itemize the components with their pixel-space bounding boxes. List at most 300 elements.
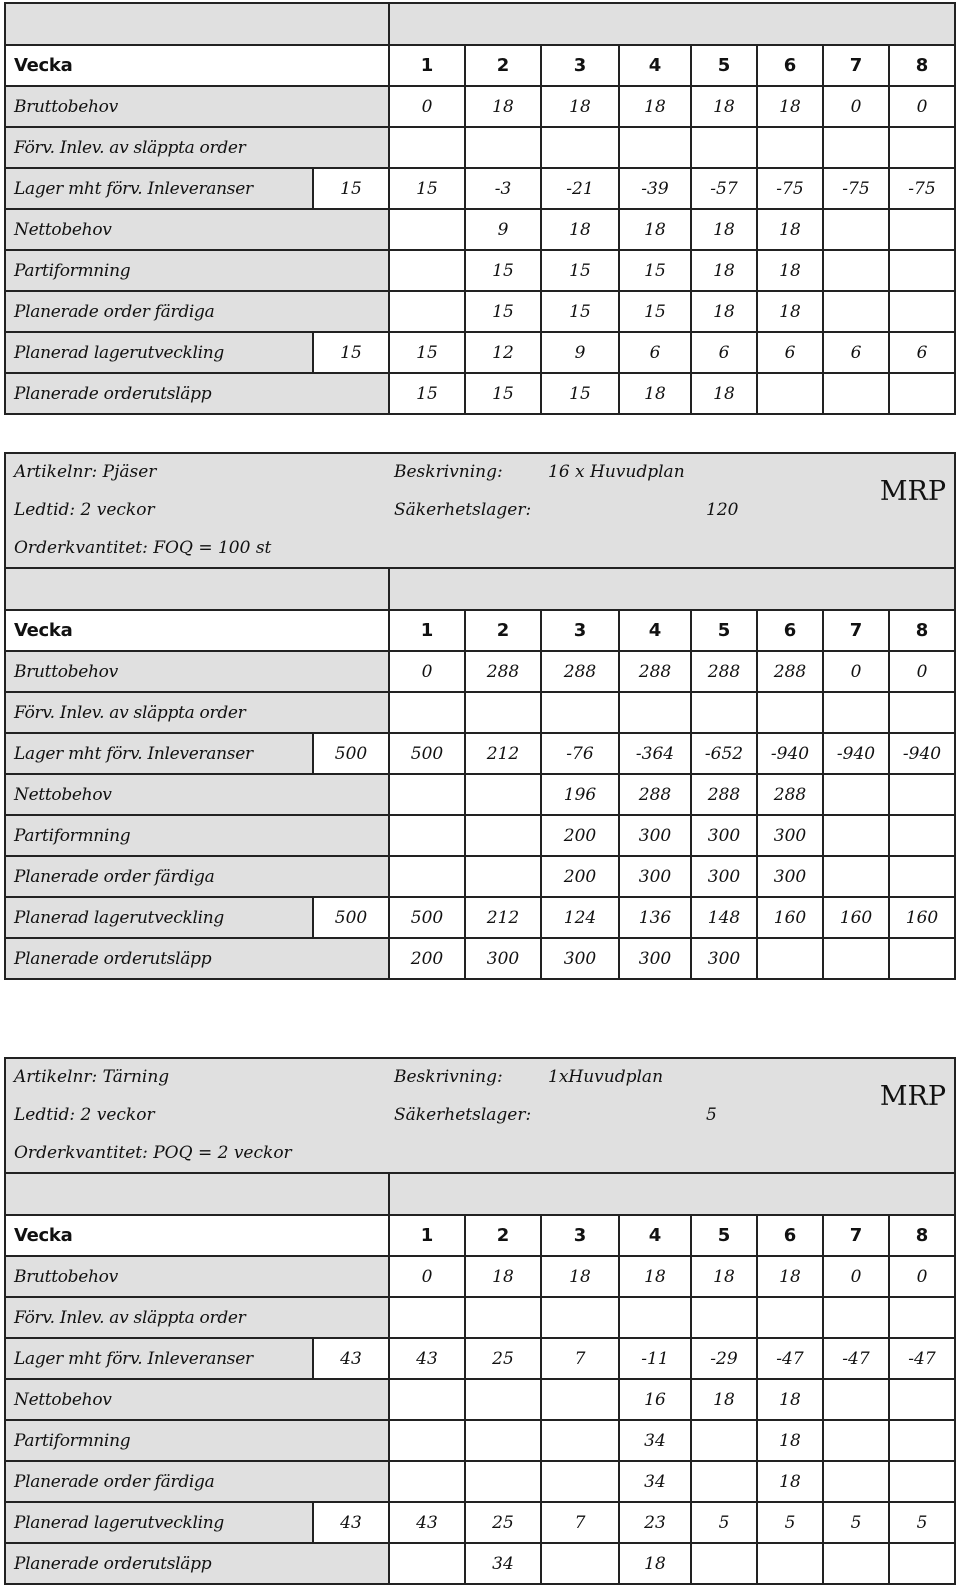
week-number: 5 xyxy=(690,611,756,650)
week-value: 300 xyxy=(756,857,822,896)
article-number: Artikelnr: Pjäser xyxy=(14,462,157,482)
table-row xyxy=(6,167,954,208)
row-label: Förv. Inlev. av släppta order xyxy=(6,1298,388,1337)
week-value xyxy=(618,693,690,732)
week-value xyxy=(690,1421,756,1460)
row-label: Planerad lagerutveckling xyxy=(6,898,312,937)
description-label: Beskrivning: xyxy=(394,1067,503,1087)
week-value: 12 xyxy=(464,333,540,372)
week-value: 18 xyxy=(690,1257,756,1296)
table-row xyxy=(6,855,954,896)
week-value xyxy=(690,1298,756,1337)
lead-time: Ledtid: 2 veckor xyxy=(14,1105,155,1125)
order-quantity: Orderkvantitet: POQ = 2 veckor xyxy=(14,1143,292,1163)
lead-time: Ledtid: 2 veckor xyxy=(14,500,155,520)
week-value xyxy=(388,210,464,249)
start-value: 15 xyxy=(312,169,388,208)
table-row xyxy=(6,331,954,372)
week-value: -75 xyxy=(822,169,888,208)
week-value: 6 xyxy=(690,333,756,372)
week-value xyxy=(388,816,464,855)
week-value: -364 xyxy=(618,734,690,773)
table-row xyxy=(6,691,954,732)
start-value: 500 xyxy=(312,898,388,937)
mrp-label: MRP xyxy=(879,476,946,507)
week-value: -11 xyxy=(618,1339,690,1378)
week-number: 1 xyxy=(388,46,464,85)
week-value: 300 xyxy=(690,857,756,896)
week-value: 0 xyxy=(822,87,888,126)
week-number: 4 xyxy=(618,1216,690,1255)
week-number: 7 xyxy=(822,46,888,85)
week-value: 288 xyxy=(756,775,822,814)
row-label: Bruttobehov xyxy=(6,1257,388,1296)
week-value xyxy=(822,1298,888,1337)
week-value: 0 xyxy=(388,87,464,126)
week-value: 15 xyxy=(540,292,618,331)
week-number: 7 xyxy=(822,611,888,650)
week-value xyxy=(690,693,756,732)
week-value xyxy=(888,816,954,855)
safety-stock-label: Säkerhetslager: xyxy=(394,1105,532,1125)
start-value: 500 xyxy=(312,734,388,773)
week-value xyxy=(756,693,822,732)
week-value xyxy=(388,292,464,331)
week-number: 6 xyxy=(756,46,822,85)
week-value xyxy=(822,857,888,896)
week-value: 0 xyxy=(888,87,954,126)
week-value: 43 xyxy=(388,1339,464,1378)
week-value: -47 xyxy=(756,1339,822,1378)
table-row xyxy=(6,208,954,249)
week-value: 5 xyxy=(756,1503,822,1542)
week-value: 15 xyxy=(388,374,464,413)
week-value: 18 xyxy=(690,374,756,413)
week-value: -21 xyxy=(540,169,618,208)
item-header xyxy=(6,454,954,567)
week-value xyxy=(822,251,888,290)
week-value: 300 xyxy=(618,857,690,896)
table-row xyxy=(6,126,954,167)
week-value: 18 xyxy=(690,251,756,290)
week-value: 6 xyxy=(756,333,822,372)
week-value: 6 xyxy=(618,333,690,372)
week-value: 18 xyxy=(756,1380,822,1419)
row-label: Nettobehov xyxy=(6,210,388,249)
week-value: -940 xyxy=(822,734,888,773)
week-value xyxy=(388,1544,464,1583)
week-value: 18 xyxy=(756,251,822,290)
week-value xyxy=(690,1544,756,1583)
week-value xyxy=(388,1462,464,1501)
row-label: Partiformning xyxy=(6,1421,388,1460)
week-value: 196 xyxy=(540,775,618,814)
week-value: 23 xyxy=(618,1503,690,1542)
week-value xyxy=(618,128,690,167)
week-value: 300 xyxy=(618,816,690,855)
week-value xyxy=(888,128,954,167)
week-value: 288 xyxy=(540,652,618,691)
week-value: -39 xyxy=(618,169,690,208)
week-number: 6 xyxy=(756,611,822,650)
week-value xyxy=(464,1298,540,1337)
mrp-table-3 xyxy=(4,1057,956,1585)
table-row xyxy=(6,249,954,290)
week-value: 148 xyxy=(690,898,756,937)
week-number: 4 xyxy=(618,611,690,650)
safety-stock-value: 120 xyxy=(706,500,739,520)
header-spacer xyxy=(6,4,954,44)
week-value: 18 xyxy=(690,292,756,331)
week-label: Vecka xyxy=(6,46,388,85)
week-value: -47 xyxy=(888,1339,954,1378)
row-label: Nettobehov xyxy=(6,775,388,814)
week-value: -3 xyxy=(464,169,540,208)
week-value: 200 xyxy=(540,857,618,896)
week-value: 15 xyxy=(388,169,464,208)
row-label: Lager mht förv. Inleveranser xyxy=(6,1339,312,1378)
row-label: Planerad lagerutveckling xyxy=(6,333,312,372)
week-value xyxy=(888,374,954,413)
week-value: 18 xyxy=(756,87,822,126)
week-value: 288 xyxy=(464,652,540,691)
week-value xyxy=(464,1380,540,1419)
week-value: -47 xyxy=(822,1339,888,1378)
week-number: 3 xyxy=(540,46,618,85)
table-row xyxy=(6,1542,954,1583)
week-value: -940 xyxy=(756,734,822,773)
week-value: 0 xyxy=(888,652,954,691)
week-value xyxy=(888,775,954,814)
week-value: 6 xyxy=(822,333,888,372)
table-row xyxy=(6,896,954,937)
week-label: Vecka xyxy=(6,611,388,650)
week-value: 18 xyxy=(540,1257,618,1296)
week-value: 34 xyxy=(464,1544,540,1583)
week-value: 500 xyxy=(388,734,464,773)
week-value xyxy=(822,128,888,167)
week-value xyxy=(756,1544,822,1583)
week-value: 160 xyxy=(888,898,954,937)
start-value: 43 xyxy=(312,1339,388,1378)
week-value: 18 xyxy=(618,1257,690,1296)
safety-stock-label: Säkerhetslager: xyxy=(394,500,532,520)
week-value: 18 xyxy=(756,1462,822,1501)
week-value xyxy=(888,939,954,978)
week-value xyxy=(540,1380,618,1419)
week-number: 3 xyxy=(540,611,618,650)
week-value: 300 xyxy=(540,939,618,978)
week-number: 8 xyxy=(888,46,954,85)
week-value: 200 xyxy=(540,816,618,855)
table-row xyxy=(6,1419,954,1460)
week-value: 212 xyxy=(464,734,540,773)
week-value: 18 xyxy=(464,1257,540,1296)
row-label: Partiformning xyxy=(6,816,388,855)
week-value: -652 xyxy=(690,734,756,773)
week-value: 288 xyxy=(690,652,756,691)
week-value xyxy=(618,1298,690,1337)
week-value: 15 xyxy=(618,251,690,290)
week-value: 15 xyxy=(540,374,618,413)
row-label: Planerade orderutsläpp xyxy=(6,1544,388,1583)
header-spacer-box xyxy=(388,4,954,44)
week-value xyxy=(540,128,618,167)
row-label: Förv. Inlev. av släppta order xyxy=(6,693,388,732)
row-label: Planerade orderutsläpp xyxy=(6,939,388,978)
week-number: 2 xyxy=(464,46,540,85)
mrp-label: MRP xyxy=(879,1081,946,1112)
week-number: 7 xyxy=(822,1216,888,1255)
week-value xyxy=(540,693,618,732)
week-value xyxy=(756,374,822,413)
week-value: 288 xyxy=(756,652,822,691)
row-label: Bruttobehov xyxy=(6,87,388,126)
week-value xyxy=(464,816,540,855)
week-value xyxy=(388,251,464,290)
row-label: Planerade order färdiga xyxy=(6,1462,388,1501)
week-number: 6 xyxy=(756,1216,822,1255)
week-value: 500 xyxy=(388,898,464,937)
week-value xyxy=(888,693,954,732)
week-value xyxy=(464,857,540,896)
week-value: 18 xyxy=(618,1544,690,1583)
week-value: 0 xyxy=(388,1257,464,1296)
week-value xyxy=(888,1421,954,1460)
week-value: 18 xyxy=(540,87,618,126)
table-row xyxy=(6,290,954,331)
week-number: 8 xyxy=(888,1216,954,1255)
week-value: -940 xyxy=(888,734,954,773)
week-value xyxy=(388,775,464,814)
week-value xyxy=(822,775,888,814)
table-row xyxy=(6,773,954,814)
week-value: 200 xyxy=(388,939,464,978)
week-value xyxy=(888,251,954,290)
week-value xyxy=(888,292,954,331)
week-row xyxy=(6,609,954,650)
week-value xyxy=(822,1462,888,1501)
week-number: 3 xyxy=(540,1216,618,1255)
week-value: 0 xyxy=(388,652,464,691)
week-value: 0 xyxy=(822,1257,888,1296)
week-value xyxy=(888,1298,954,1337)
week-value xyxy=(388,693,464,732)
week-value: 288 xyxy=(690,775,756,814)
header-spacer xyxy=(6,567,954,609)
week-value: 18 xyxy=(618,87,690,126)
table-row xyxy=(6,1255,954,1296)
row-label: Lager mht förv. Inleveranser xyxy=(6,169,312,208)
week-value: 0 xyxy=(822,652,888,691)
header-spacer xyxy=(6,1172,954,1214)
week-value xyxy=(464,1462,540,1501)
week-value: 18 xyxy=(756,1257,822,1296)
week-number: 1 xyxy=(388,611,464,650)
week-number: 5 xyxy=(690,1216,756,1255)
order-quantity: Orderkvantitet: FOQ = 100 st xyxy=(14,538,272,558)
week-value: 15 xyxy=(540,251,618,290)
row-label: Planerade order färdiga xyxy=(6,857,388,896)
week-value: -75 xyxy=(888,169,954,208)
week-value xyxy=(822,1544,888,1583)
week-row xyxy=(6,44,954,85)
start-value: 43 xyxy=(312,1503,388,1542)
week-value xyxy=(822,292,888,331)
week-value: 5 xyxy=(888,1503,954,1542)
week-value: 18 xyxy=(618,374,690,413)
week-number: 1 xyxy=(388,1216,464,1255)
week-value: 18 xyxy=(690,210,756,249)
week-value: 5 xyxy=(690,1503,756,1542)
week-value xyxy=(822,374,888,413)
week-value: 212 xyxy=(464,898,540,937)
week-value xyxy=(464,1421,540,1460)
week-value: 160 xyxy=(822,898,888,937)
week-value: 34 xyxy=(618,1462,690,1501)
week-value: -57 xyxy=(690,169,756,208)
week-value: 15 xyxy=(464,374,540,413)
table-row xyxy=(6,650,954,691)
week-value xyxy=(540,1462,618,1501)
week-value: 124 xyxy=(540,898,618,937)
week-value xyxy=(388,1380,464,1419)
row-label: Lager mht förv. Inleveranser xyxy=(6,734,312,773)
week-value: 136 xyxy=(618,898,690,937)
week-value: 0 xyxy=(888,1257,954,1296)
week-value: 18 xyxy=(464,87,540,126)
week-value: 288 xyxy=(618,775,690,814)
week-value xyxy=(464,693,540,732)
week-value: 7 xyxy=(540,1339,618,1378)
week-value xyxy=(822,693,888,732)
mrp-table-1 xyxy=(4,2,956,415)
week-value: 18 xyxy=(756,1421,822,1460)
row-label: Planerade orderutsläpp xyxy=(6,374,388,413)
table-row xyxy=(6,372,954,413)
row-label: Planerade order färdiga xyxy=(6,292,388,331)
row-label: Planerad lagerutveckling xyxy=(6,1503,312,1542)
table-row xyxy=(6,937,954,978)
week-value xyxy=(690,1462,756,1501)
week-value: 300 xyxy=(618,939,690,978)
week-value xyxy=(756,939,822,978)
week-value: 15 xyxy=(464,292,540,331)
week-value: 5 xyxy=(822,1503,888,1542)
week-value xyxy=(822,210,888,249)
mrp-table-2 xyxy=(4,452,956,980)
week-value: 18 xyxy=(618,210,690,249)
week-value: 18 xyxy=(540,210,618,249)
description-value: 1xHuvudplan xyxy=(548,1067,664,1087)
week-value: 25 xyxy=(464,1339,540,1378)
start-value: 15 xyxy=(312,333,388,372)
week-value xyxy=(388,857,464,896)
week-value xyxy=(540,1421,618,1460)
week-value xyxy=(690,128,756,167)
safety-stock-value: 5 xyxy=(706,1105,717,1125)
week-number: 5 xyxy=(690,46,756,85)
week-value: 18 xyxy=(756,210,822,249)
week-number: 8 xyxy=(888,611,954,650)
week-value xyxy=(822,1421,888,1460)
week-number: 2 xyxy=(464,611,540,650)
week-value: 18 xyxy=(690,87,756,126)
week-value: 34 xyxy=(618,1421,690,1460)
table-row xyxy=(6,1460,954,1501)
week-value: -76 xyxy=(540,734,618,773)
description-label: Beskrivning: xyxy=(394,462,503,482)
week-value: 300 xyxy=(690,816,756,855)
item-header xyxy=(6,1059,954,1172)
week-value: 18 xyxy=(690,1380,756,1419)
week-value xyxy=(822,816,888,855)
table-row xyxy=(6,1296,954,1337)
week-value xyxy=(888,1462,954,1501)
week-value xyxy=(888,210,954,249)
row-label: Förv. Inlev. av släppta order xyxy=(6,128,388,167)
header-spacer-box xyxy=(388,1174,954,1214)
week-value: 25 xyxy=(464,1503,540,1542)
week-value xyxy=(888,857,954,896)
week-row xyxy=(6,1214,954,1255)
week-label: Vecka xyxy=(6,1216,388,1255)
week-value xyxy=(822,939,888,978)
week-value: 15 xyxy=(464,251,540,290)
week-value xyxy=(388,1298,464,1337)
header-spacer-box xyxy=(388,569,954,609)
week-value xyxy=(464,775,540,814)
week-value xyxy=(756,128,822,167)
week-value: 18 xyxy=(756,292,822,331)
week-value: 9 xyxy=(540,333,618,372)
week-number: 2 xyxy=(464,1216,540,1255)
week-value xyxy=(388,128,464,167)
table-row xyxy=(6,732,954,773)
week-value xyxy=(464,128,540,167)
article-number: Artikelnr: Tärning xyxy=(14,1067,170,1087)
table-row xyxy=(6,1378,954,1419)
week-value xyxy=(888,1544,954,1583)
week-value xyxy=(388,1421,464,1460)
week-value xyxy=(888,1380,954,1419)
table-row xyxy=(6,85,954,126)
row-label: Partiformning xyxy=(6,251,388,290)
week-value: -75 xyxy=(756,169,822,208)
week-value: 15 xyxy=(618,292,690,331)
week-value: 9 xyxy=(464,210,540,249)
week-value xyxy=(540,1544,618,1583)
week-value: 43 xyxy=(388,1503,464,1542)
week-value: 160 xyxy=(756,898,822,937)
week-value: -29 xyxy=(690,1339,756,1378)
week-value: 7 xyxy=(540,1503,618,1542)
week-value: 300 xyxy=(756,816,822,855)
week-value: 6 xyxy=(888,333,954,372)
week-value xyxy=(756,1298,822,1337)
week-value: 15 xyxy=(388,333,464,372)
table-row xyxy=(6,814,954,855)
week-number: 4 xyxy=(618,46,690,85)
week-value: 16 xyxy=(618,1380,690,1419)
week-value: 288 xyxy=(618,652,690,691)
table-row xyxy=(6,1501,954,1542)
description-value: 16 x Huvudplan xyxy=(548,462,685,482)
week-value: 300 xyxy=(690,939,756,978)
row-label: Bruttobehov xyxy=(6,652,388,691)
week-value xyxy=(540,1298,618,1337)
table-row xyxy=(6,1337,954,1378)
